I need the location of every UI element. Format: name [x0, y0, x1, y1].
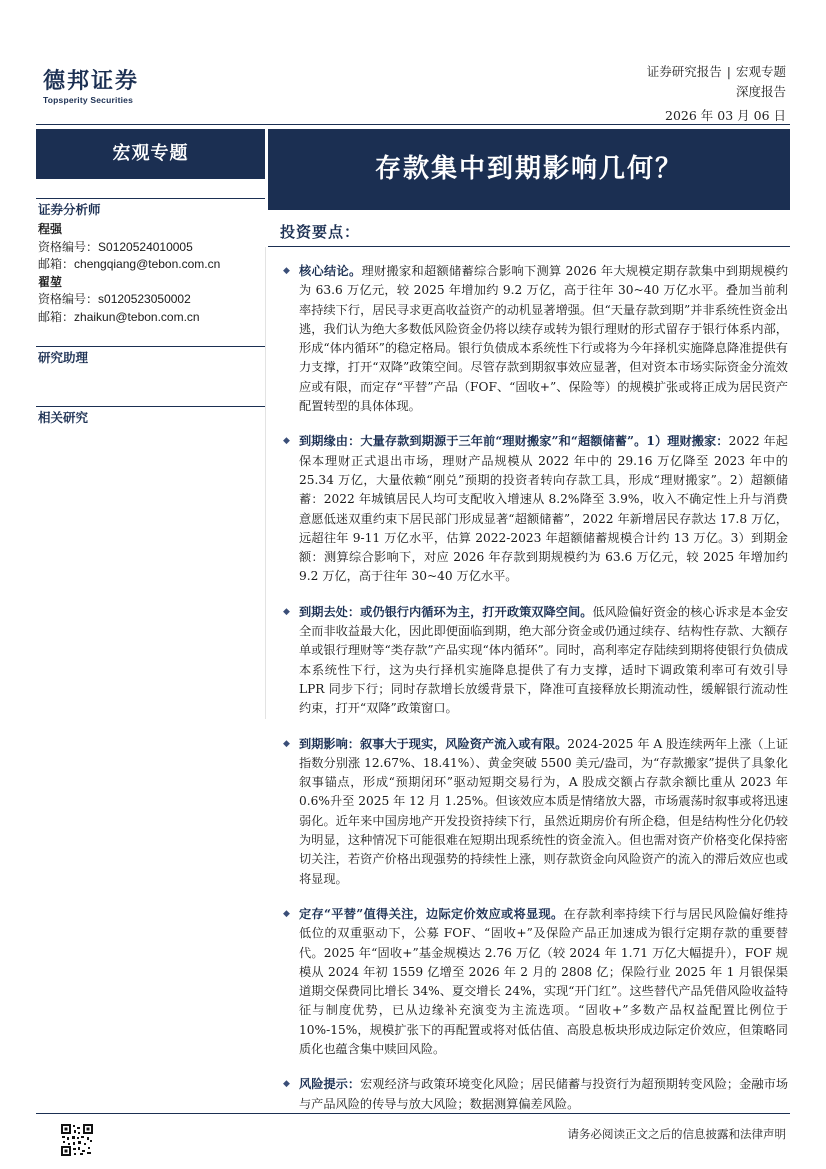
- analyst-block: [36, 274, 265, 327]
- cert-label: 资格编号：: [38, 292, 99, 306]
- analyst-cert: [38, 291, 265, 309]
- qr-code-icon[interactable]: [60, 1123, 94, 1157]
- report-depth: 深度报告: [735, 84, 786, 99]
- report-meta: 证券研究报告 | 宏观专题 深度报告 2026 年 03 月 06 日: [647, 62, 786, 126]
- bullet-text: 在存款利率持续下行与居民风险偏好维持低位的双重驱动下，公募 FOF、“固收+”及保险产品正加速成为银行定期存款的重要替代。2025 年“固收+”基金规模达 2.76 万亿（较 2024 年 1.71 万亿大幅提升），FOF 规模从 2024 年初 1559 亿增至 2026 年 2 月的 2808 亿；保险行业 2025 年 1 月银保渠道期交保费同比增长 34%、夏交增长 24%，实现“开门红”。这些替代产品凭借风险收益特征与制度优势，已从边缘补充演变为主流选项。“固收+”多数产品权益配置比例位于 10%-15%，规模扩张下的再配置或将对低估值、高股息板块形成边际定价效应，但策略同质化也蕴含集中赎回风险。: [299, 906, 788, 1056]
- bullet-lead: 到期影响：叙事大于现实，风险资产流入或有限。: [299, 736, 568, 751]
- analyst-name: 程强: [38, 222, 63, 236]
- analyst-email: [38, 309, 265, 327]
- email-label: 邮箱：: [38, 309, 75, 324]
- disclosure-note: 请务必阅读正文之后的信息披露和法律声明: [567, 1127, 786, 1141]
- bullet-text: 理财搬家和超额储蓄综合影响下测算 2026 年大规模定期存款集中到期规模约为 63.6 万亿元，较 2025 年增加约 9.2 万亿，高于往年 30~40 万亿水平。叠加当前利率持续下行，居民寻求更高收益资产的动机显著增强。但“天量存款到期”并非系统性资金出逃，我们认为绝大多数低风险资金仍将以续存或转为银行理财的形式留存于银行体系内部，形成“体内循环”的稳定格局。银行负债成本系统性下行或将为今年择机实施降息降准提供有力支撑，打开“双降”政策空间。尽管存款到期叙事效应显著，但对资本市场实际资金分流效应或有限，而定存“平替”产品（FOF、“固收+”、保险等）的规模扩张或将正成为居民资产配置转型的具体体现。: [299, 264, 789, 414]
- cert-number: S0120524010005: [98, 239, 193, 254]
- analyst-heading: 证券分析师: [36, 198, 265, 216]
- category-banner: 宏观专题: [36, 129, 265, 179]
- footer-divider: [36, 1113, 790, 1114]
- highlight-core-conclusion: [283, 262, 788, 416]
- report-title: 存款集中到期影响几何？: [268, 129, 790, 210]
- sidebar: [36, 198, 265, 424]
- highlight-maturity-impact: [283, 735, 788, 889]
- bullet-text: 低风险偏好资金的核心诉求是本金安全而非收益最大化，因此即便面临到期，绝大部分资金或仍通过续存、结构性存款、大额存单或银行理财等“类存款”产品实现“体内循环”。同时，高利率定存陆续到期将使银行负债成本系统性下行，这为央行择机实施降息提供了有力支撑，适时下调政策利率可有效引导 LPR 同步下行；同时存款增长放缓背景下，降准可直接释放长期流动性，缓解银行流动性约束，打开“双降”政策窗口。: [299, 604, 789, 716]
- highlight-risk-warning: [283, 1075, 788, 1114]
- highlight-maturity-destination: [283, 603, 788, 719]
- section-title: 投资要点：: [280, 223, 361, 241]
- company-logo: [43, 70, 139, 105]
- email-address[interactable]: chengqiang@tebon.com.cn: [74, 257, 221, 271]
- bullet-lead: 到期去处：或仍银行内循环为主，打开政策双降空间。: [299, 604, 593, 619]
- highlight-maturity-cause: [283, 432, 788, 586]
- logo-english-name: Topsperity Securities: [43, 95, 134, 105]
- cert-number: s0120523050002: [98, 292, 191, 306]
- logo-chinese-name: 德邦证券: [43, 69, 140, 94]
- highlight-deposit-substitutes: [283, 905, 788, 1059]
- analyst-cert: [38, 239, 265, 257]
- cert-label: 资格编号：: [38, 239, 99, 254]
- topic-type: 宏观专题: [735, 64, 786, 79]
- report-date: 2026 年 03 月 06 日: [665, 108, 786, 123]
- related-research-heading: 相关研究: [36, 406, 265, 424]
- investment-highlights: [283, 262, 788, 1130]
- report-type: 证券研究报告: [646, 64, 722, 79]
- analyst-block: [36, 221, 265, 274]
- header-divider: [36, 124, 790, 125]
- bullet-lead: 定存“平替”值得关注，边际定价效应或将显现。: [299, 906, 564, 921]
- analyst-name: 翟堃: [38, 274, 63, 289]
- bullet-text: 2022 年起保本理财正式退出市场，理财产品规模从 2022 年中的 29.16 万亿降至 2023 年中的 25.34 万亿，大量依赖“刚兑”预期的投资者转向存款工具，形成“理财搬家”。2）超额储蓄：2022 年城镇居民人均可支配收入增速从 8.2%降至 3.9%，收入不确定性上升与消费意愿低迷双重约束下居民部门形成显著“超额储蓄”，2022 年新增居民存款达 17.8 万亿，远超往年 9-11 万亿水平，估算 2022-2023 年超额储蓄规模合计约 13 万亿。3）到期金额：测算综合影响下，对应 2026 年存款到期规模约为 63.6 万亿元，较 2025 年增加约 9.2 万亿，高于往年 30~40 万亿水平。: [299, 434, 788, 584]
- assistant-heading: 研究助理: [36, 346, 265, 364]
- bullet-text: 宏观经济与政策环境变化风险；居民储蓄与投资行为超预期转变风险；金融市场与产品风险的传导与放大风险；数据测算偏差风险。: [299, 1077, 789, 1111]
- bullet-lead: 到期缘由：大量存款到期源于三年前“理财搬家”和“超额储蓄”。1）理财搬家：: [299, 434, 729, 449]
- email-address[interactable]: zhaikun@tebon.com.cn: [74, 309, 200, 324]
- bullet-text: 2024-2025 年 A 股连续两年上涨（上证指数分别涨 12.67%、18.41%）、黄金突破 5500 美元/盎司，为“存款搬家”提供了具象化叙事锚点，形成“预期闭环”驱动短期交易行为，A 股成交额占存款余额比重从 2023 年 0.6%升至 2025 年 12 月 1.25%。但该效应本质是情绪放大器，市场震荡时叙事或将迅速弱化。近年来中国房地产开发投资持续下行，虽然近期房价有所企稳，但是结构性分化仍较为明显，这种情况下可能很难在短期出现系统性的资金流入。但也需对资产价格变化保持密切关注，若资产价格出现强势的持续性上涨，则存款资金向风险资产的流入的滞后效应也或将显现。: [299, 736, 789, 886]
- investment-highlights-header: [268, 213, 790, 247]
- email-label: 邮箱：: [38, 257, 75, 271]
- bullet-lead: 核心结论。: [299, 264, 362, 278]
- analyst-email: [38, 256, 265, 274]
- bullet-lead: 风险提示：: [299, 1077, 361, 1092]
